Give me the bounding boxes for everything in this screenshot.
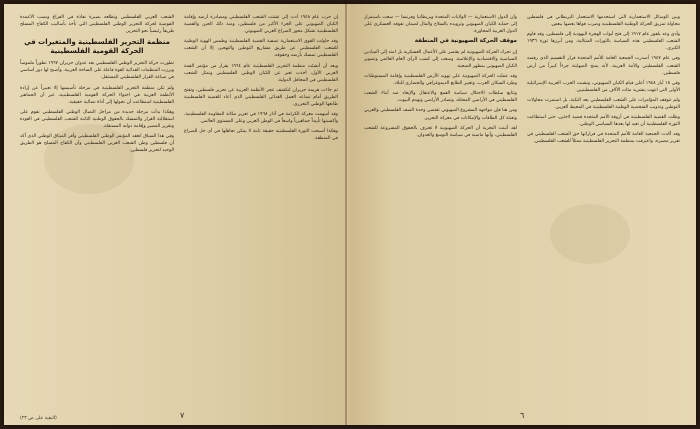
page-number: ٧ [180, 411, 185, 420]
paragraph: وأن الدول الاستعمارية — الولايات المتحدة وبريطانيا وفرنسا — سعت باستمرار إلى حماية الكيان الصهيوني وتزويده بالسلاح والمال لضمان تفوقه العسكري على الدول العربية المجاورة. [364, 15, 517, 35]
paragraph: الشعب العربي الفلسطيني وتطلعه بصيرة نفاذة في الفراغ ونصب الأعمدة الفوضية لحركة التحرير الوطني الفلسطيني التي تأخذ بأساليب الكفاح المسلح طريقاً رئيسياً نحو التحرير. [20, 15, 174, 35]
paragraph: إن حرب عام ١٩٤٨ أدت إلى تشتت الشعب الفلسطيني ومصادرة أرضه وإقامة الكيان الصهيوني على الجزء الأكبر من فلسطين، ومنذ ذلك الحين والقضية الفلسطينية تشكل محور الصراع العربي الصهيوني. [184, 15, 338, 35]
paragraph: ومن هنا فإن مواجهة المشروع الصهيوني تقتضي وحدة الصف الفلسطيني والعربي وتعبئة كل الطاقات والإمكانات في معركة التحرير. [364, 108, 517, 121]
page-gutter [345, 4, 347, 425]
section-heading: منظمة التحرير الفلسطينية والمتغيرات في الحركة القومية الفلسطينية [24, 38, 170, 56]
paragraph: وقد حاولت القوى الاستعمارية تصفية القضية الفلسطينية وطمس الهوية الوطنية للشعب الفلسطيني عن طريق مشاريع التوطين والتهجير، إلا أن الشعب الفلسطيني تمسك بأرضه وحقوقه. [184, 39, 338, 59]
paragraph: وفي عام ١٩٤٧ أصدرت الجمعية العامة للأمم المتحدة قرار التقسيم الذي رفضه الشعب الفلسطيني والأمة العربية، لأنه يمنح الصهاينة جزءاً كبيراً من أرض فلسطين. [527, 56, 680, 76]
right-page-columns [364, 14, 680, 405]
left-page [4, 4, 350, 425]
paragraph: وقد عملت الحركة الصهيونية على تهويد الأرض الفلسطينية وإقامة المستوطنات وطرد السكان العرب، وتغيير الطابع الديموغرافي والحضاري للبلاد. [364, 74, 517, 87]
left-page-column-right [184, 14, 338, 405]
continuation-note: (البقية على ص ٢٣) [20, 416, 57, 421]
paragraph: تطورت حركة التحرير الوطني الفلسطيني بعد عدوان حزيران ١٩٦٧ تطوراً ملموساً وبرزت المنظمات الفدائية كقوة فاعلة على الساحة العربية، وأصبح لها دور أساسي في صياغة القرار الفلسطيني المستقل. [20, 61, 174, 81]
left-page-columns [20, 14, 338, 405]
right-page-column-left [364, 14, 517, 405]
paragraph: إن تحرك الحركة الصهيونية لم يقتصر على الأعمال العسكرية بل امتد إلى الميادين السياسية والاقتصادية والإعلامية، وسعت إلى كسب الرأي العام العالمي وتصوير الكيان الصهيوني بمظهر الضحية. [364, 49, 517, 69]
paragraph: لقد أثبتت التجربة أن الحركة الصهيونية لا تعترف بالحقوق المشروعة للشعب الفلسطيني، وأنها ماضية في سياسة التوسع والعدوان. [364, 125, 517, 138]
paragraph: وبين الوسائل الاستعمارية التي استخدمها الاستعمار البريطاني في فلسطين محاولة تمزيق الحركة الوطنية الفلسطينية وضرب قواها بعضها ببعض. [527, 15, 680, 28]
paragraph: ولم تكن منظمة التحرير الفلسطينية في مرحلة تأسيسها إلا تعبيراً عن إرادة الأنظمة العربية في احتواء الحركة القومية الفلسطينية، غير أن الجماهير الفلسطينية استطاعت أن تحولها إلى أداة نضالية حقيقية. [20, 85, 174, 105]
booklet-spread [4, 4, 696, 425]
page-number: ٦ [520, 411, 525, 420]
paragraph: وظلت القضية الفلسطينية في أروقة الأمم المتحدة قضية لاجئين، حتى استطاعت الثورة الفلسطينية أن تعيد لها بعدها السياسي الوطني. [527, 115, 680, 128]
left-page-column-left [20, 14, 174, 405]
section-heading: موقف الحركة الصهيونية في المنطقة [414, 38, 517, 45]
paragraph: وأدى وعد بلفور عام ١٩١٧ إلى فتح أبواب الهجرة اليهودية إلى فلسطين، وقد قاوم الشعب الفلسطيني هذه السياسة بالثورات المتتالية، ومن أبرزها ثورة ١٩٣٦ الكبرى. [527, 32, 680, 52]
paragraph: وقد أكدت الجمعية العامة للأمم المتحدة في قراراتها حق الشعب الفلسطيني في تقرير مصيره، واعترفت بمنظمة التحرير الفلسطينية ممثلاً للشعب الفلسطيني. [527, 132, 680, 145]
paragraph: ثم جاءت هزيمة حزيران لتكشف عجز الأنظمة العربية عن تحرير فلسطين، وتفتح الطريق أمام تصاعد العمل الفدائي الفلسطيني الذي أعاد للقضية الفلسطينية طابعها الوطني التحرري. [184, 87, 338, 108]
paragraph: وتتابع سلطات الاحتلال سياسة القمع والاعتقال والإبعاد ضد أبناء الشعب الفلسطيني في الأراضي المحتلة، وتصادر الأراضي وتهدم البيوت. [364, 91, 517, 104]
paragraph: وفي ١٥ أيار ١٩٤٨ أعلن قيام الكيان الصهيوني، ونشبت الحرب العربية الإسرائيلية الأولى التي انتهت بتشريد مئات الآلاف من الفلسطينيين. [527, 80, 680, 93]
paragraph: ولم تتوقف المؤامرات على الشعب الفلسطيني بعد النكبة، بل استمرت محاولات التوطين وتذويب الشخصية الوطنية الفلسطينية في المحيط العربي. [527, 97, 680, 111]
paragraph: وهكذا أصبحت الثورة الفلسطينية حقيقة ثابتة لا يمكن تجاهلها في أي حل للصراع في المنطقة. [184, 129, 338, 142]
paragraph: وقد أسهمت معركة الكرامة في آذار ١٩٦٨ في تعزيز مكانة المقاومة الفلسطينية، وأكسبتها تأييداً جماهيرياً واسعاً في الوطن العربي وعلى المستوى العالمي. [184, 112, 338, 125]
paragraph: وفي هذا السياق انعقد المؤتمر الوطني الفلسطيني وأقر الميثاق الوطني الذي أكد أن فلسطين وطن الشعب العربي الفلسطيني وأن الكفاح المسلح هو الطريق الوحيد لتحرير فلسطين. [20, 134, 174, 154]
right-page [350, 4, 696, 425]
paragraph: وبعد أن أنشئت منظمة التحرير الفلسطينية عام ١٩٦٤ بقرار من مؤتمر القمة العربي الأول، أخذت تعبر عن الكيان الوطني الفلسطيني وتمثل الشعب الفلسطيني في المحافل الدولية. [184, 63, 338, 83]
paragraph: وهكذا بدأت مرحلة جديدة من مراحل النضال الوطني الفلسطيني تقوم على استقلالية القرار والتمسك بالحقوق الوطنية الثابتة للشعب الفلسطيني في العودة وتقرير المصير وإقامة دولته المستقلة. [20, 109, 174, 130]
right-page-column-right [527, 14, 680, 405]
